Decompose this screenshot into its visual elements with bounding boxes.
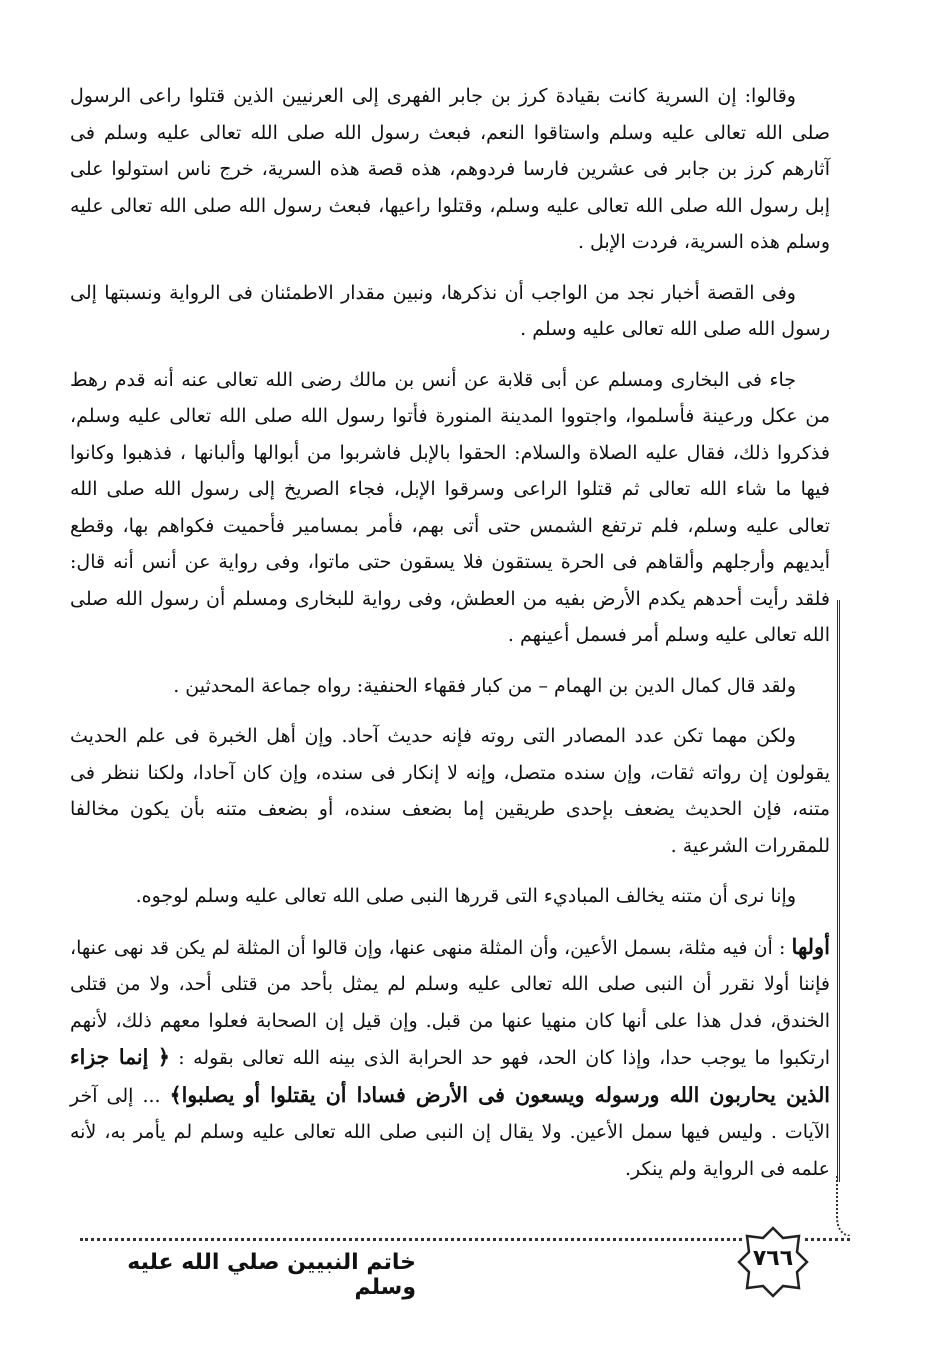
- paragraph-2: وفى القصة أخبار نجد من الواجب أن نذكرها، ونبين مقدار الاطمئنان فى الرواية ونسبتها إلى رسول الله صلى الله تعالى عليه وسلم .: [70, 281, 830, 340]
- paragraph-7-lead: أولها: [791, 933, 830, 959]
- book-title: خاتم النبيين صلي الله عليه وسلم: [127, 1250, 416, 1300]
- paragraph-1: وقالوا: إن السرية كانت بقيادة كرز بن جابر الفهرى إلى العرنيين الذين قتلوا راعى الرسول صلى الله تعالى عليه وسلم واستاقوا النعم، فبعث رسول الله صلى الله تعالى عليه وسلم فى آثارهم كرز بن جابر فى عشرين فارسا فردوهم، هذه قصة هذه السرية، خرج ناس استولوا على إبل رسول الله صلى الله تعالى عليه وسلم، وقتلوا راعيها، فبعث رسول الله صلى الله تعالى عليه وسلم هذه السرية، فردت الإبل .: [70, 85, 830, 253]
- frame-corner: [820, 1176, 850, 1236]
- paragraph-7-text: : أن فيه مثلة، بسمل الأعين، وأن المثلة منهى عنها، وإن قالوا أن المثلة لم يكن قد نهى عنها، فإننا أولا نقرر أن النبى صلى الله تعالى عليه وسلم لم يمثل بأحد من قتلى أحد، ولا من قتلى الخندق، فدل هذا على أنها كان منهيا عنها من قبل. وإن قيل إن الصحابة فعلوا معهم ذلك، لأنهم ارتكبوا ما يوجب حدا، وإذا كان الحد، فهو حد الحرابة الذى بينه الله تعالى بقوله :: [70, 936, 830, 1069]
- quran-quote: ﴿ إنما جزاء الذين يحاربون الله ورسوله ويسعون فى الأرض فسادا أن يقتلوا أو يصلبوا﴾: [70, 1045, 831, 1107]
- footer-rule-right: [805, 1238, 850, 1241]
- footer-rule: [80, 1238, 742, 1241]
- margin-rule: [837, 600, 840, 1182]
- paragraph-5: ولكن مهما تكن عدد المصادر التى روته فإنه حديث آحاد. وإن أهل الخبرة فى علم الحديث يقولون إن رواته ثقات، وإن سنده متصل، وإنه لا إنكار فى سنده، وإن كان آحادا، ولكنا ننظر فى متنه، فإن الحديث يضعف بإحدى طريقين إما بضعف سنده، أو بضعف متنه بأن يكون مخالفا للمقررات الشرعية .: [70, 725, 830, 857]
- page-number-badge: [737, 1226, 809, 1298]
- page-body: [70, 78, 830, 1187]
- paragraph-7-after: ... إلى آخر الآيات . وليس فيها سمل الأعين. ولا يقال إن النبى صلى الله تعالى عليه وسلم لم يأمر به، لأنه علمه فى الرواية ولم ينكر.: [70, 1084, 830, 1180]
- paragraph-6: وإنا نرى أن متنه يخالف المباديء التى قررها النبى صلى الله تعالى عليه وسلم لوجوه.: [135, 885, 796, 907]
- paragraph-7: [70, 929, 830, 1188]
- page-number: ٧٦٦: [752, 1246, 794, 1271]
- paragraph-3: جاء فى البخارى ومسلم عن أبى قلابة عن أنس بن مالك رضى الله تعالى عنه أنه قدم رهط من عكل ورعينة فأسلموا، واجتووا المدينة المنورة فأتوا رسول الله صلى الله تعالى عليه وسلم، فذكروا ذلك، فقال عليه الصلاة والسلام: الحقوا بالإبل فاشربوا من أبوالها وألبانها ، فذهبوا وكانوا فيها ما شاء الله تعالى ثم قتلوا الراعى وسرقوا الإبل، فجاء الصريخ إلى رسول الله صلى الله تعالى عليه وسلم، فلم ترتفع الشمس حتى أتى بهم، فأمر بمسامير فأحميت فكواهم بها، وقطع أيديهم وأرجلهم وألقاهم فى الحرة يستقون فلا يسقون حتى ماتوا، وفى رواية عن أنس أنه قال: فلقد رأيت أحدهم يكدم الأرض بفيه من العطش، وفى رواية للبخارى ومسلم أن رسول الله صلى الله تعالى عليه وسلم أمر فسمل أعينهم .: [70, 368, 830, 646]
- paragraph-4: ولقد قال كمال الدين بن الهمام – من كبار فقهاء الحنفية: رواه جماعة المحدثين .: [173, 674, 796, 697]
